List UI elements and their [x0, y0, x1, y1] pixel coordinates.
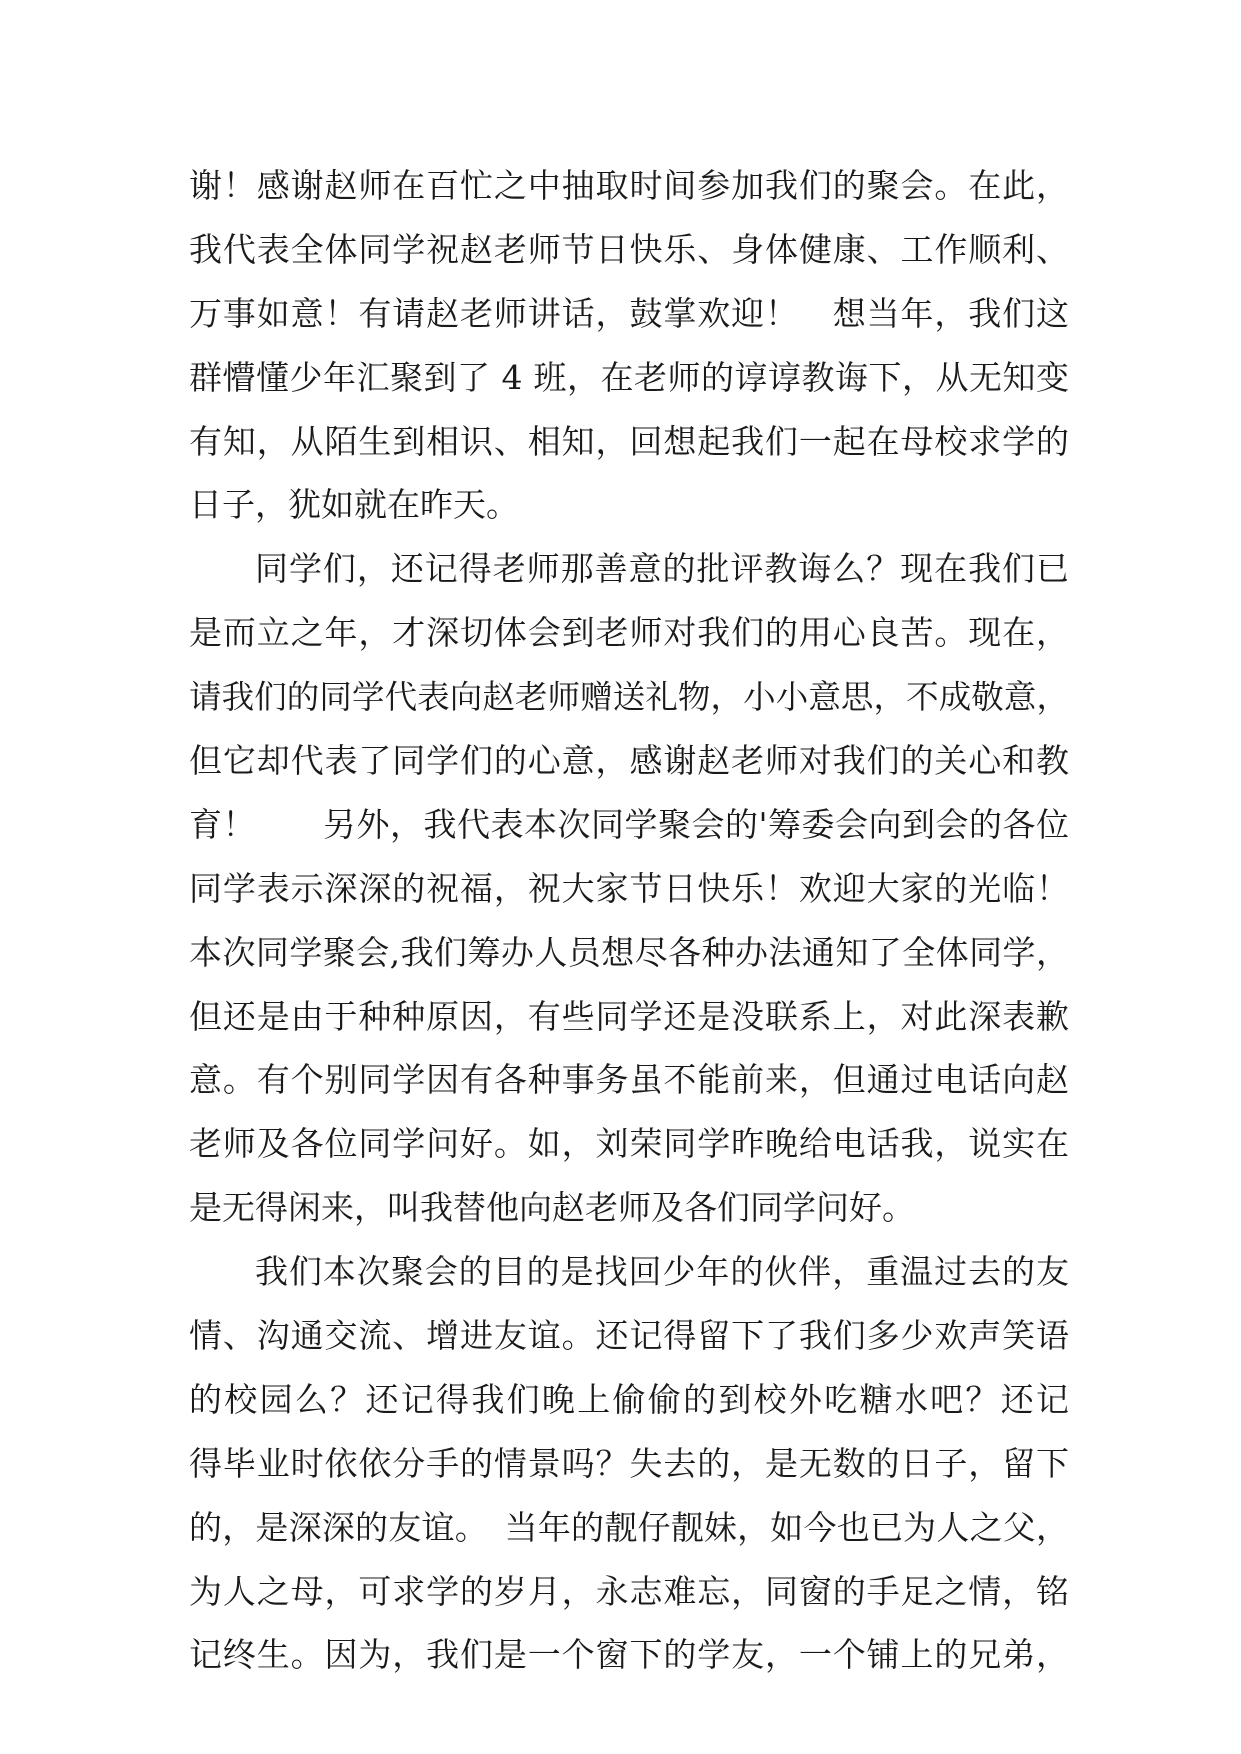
line-text: 的，是深深的友谊。 当年的靓仔靓妹，如今也已为人之父，: [189, 1507, 1069, 1547]
line-text: 我代表全体同学祝赵老师节日快乐、身体健康、工作顺利、: [189, 229, 1069, 269]
line-text: 是而立之年，才深切体会到老师对我们的用心良苦。现在，: [189, 613, 1069, 653]
line-text: 谢！感谢赵师在百忙之中抽取时间参加我们的聚会。在此，: [189, 166, 1069, 205]
line-text: 是无得闲来，叫我替他向赵老师及各们同学问好。: [189, 1188, 915, 1228]
text-line-14: [189, 993, 1069, 1041]
line-text: 得毕业时依依分手的情景吗？失去的，是无数的日子，留下: [189, 1443, 1069, 1483]
text-line-13: [189, 929, 1069, 977]
line-text: 记终生。因为，我们是一个窗下的学友，一个铺上的兄弟，: [189, 1635, 1069, 1675]
text-line-17: [189, 1184, 1069, 1232]
line-text: 为人之母，可求学的岁月，永志难忘，同窗的手足之情，铭: [189, 1571, 1069, 1611]
line-text: 我们本次聚会的目的是找回少年的伙伴，重温过去的友: [255, 1252, 1069, 1292]
text-line-6: [189, 481, 1069, 529]
line-text: 育！ 另外，我代表本次同学聚会的'筹委会向到会的各位: [189, 804, 1069, 844]
line-text: 同学表示深深的祝福，祝大家节日快乐！欢迎大家的光临！: [189, 868, 1069, 908]
text-line-16: [189, 1120, 1069, 1168]
document-body: [189, 162, 1069, 1695]
line-text: 意。有个别同学因有各种事务虽不能前来，但通过电话向赵: [189, 1060, 1069, 1100]
text-line-8: [189, 609, 1069, 657]
text-line-10: [189, 737, 1069, 785]
line-text: 但它却代表了同学们的心意，感谢赵老师对我们的关心和教: [189, 741, 1069, 781]
line-text: 同学们，还记得老师那善意的批评教诲么？现在我们已: [255, 549, 1069, 589]
line-text: 群懵懂少年汇聚到了 4 班，在老师的谆谆教诲下，从无知变: [189, 357, 1069, 397]
line-text: 请我们的同学代表向赵老师赠送礼物，小小意思，不成敬意，: [189, 678, 1069, 717]
line-text: 有知，从陌生到相识、相知，回想起我们一起在母校求学的: [189, 421, 1069, 461]
text-line-15: [189, 1056, 1069, 1104]
text-line-20: [189, 1376, 1069, 1424]
text-line-11: [189, 801, 1069, 849]
text-line-18: [189, 1248, 1069, 1296]
text-line-5: [189, 418, 1069, 466]
text-line-24: [189, 1631, 1069, 1679]
text-line-2: [189, 226, 1069, 274]
text-line-12: [189, 865, 1069, 913]
text-line-1: [189, 162, 1069, 210]
line-text: 本次同学聚会,我们筹办人员想尽各种办法通知了全体同学，: [189, 932, 1069, 972]
line-text: 日子，犹如就在昨天。: [189, 485, 519, 525]
text-line-19: [189, 1312, 1069, 1360]
line-text: 老师及各位同学问好。如，刘荣同学昨晚给电话我，说实在: [189, 1124, 1069, 1164]
text-line-4: [189, 354, 1069, 402]
line-text: 万事如意！有请赵老师讲话，鼓掌欢迎！ 想当年，我们这: [189, 293, 1069, 333]
line-text: 的校园么？还记得我们晚上偷偷的到校外吃糖水吧？还记: [189, 1379, 1069, 1419]
text-line-9: [189, 673, 1069, 721]
line-text: 但还是由于种种原因，有些同学还是没联系上，对此深表歉: [189, 996, 1069, 1036]
text-line-3: [189, 290, 1069, 338]
text-line-22: [189, 1504, 1069, 1552]
text-line-23: [189, 1568, 1069, 1616]
text-line-21: [189, 1440, 1069, 1488]
text-line-7: [189, 545, 1069, 593]
line-text: 情、沟通交流、增进友谊。还记得留下了我们多少欢声笑语: [189, 1316, 1069, 1356]
